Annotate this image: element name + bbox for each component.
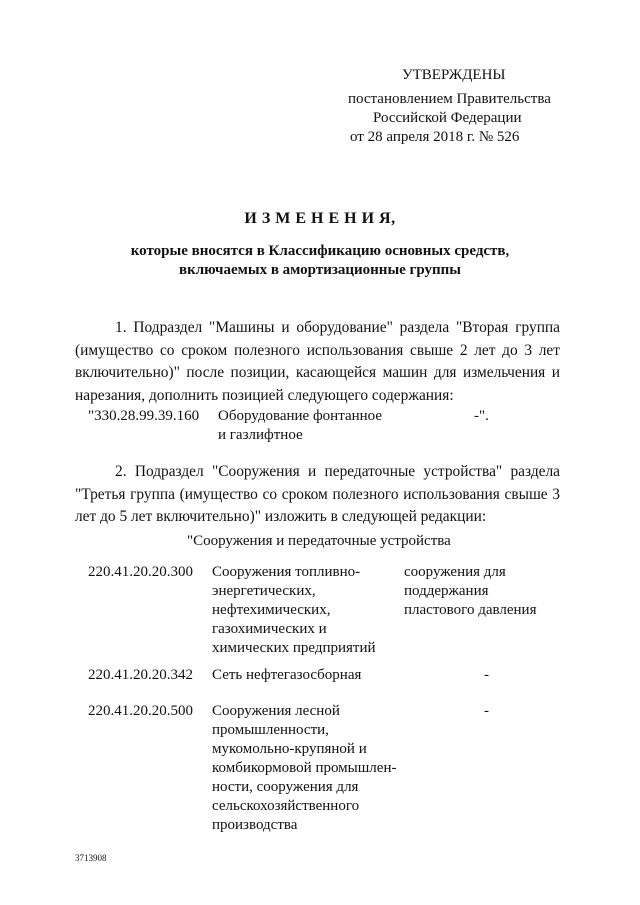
row-name [212, 563, 376, 658]
approval-line-2: Российской Федерации [373, 110, 522, 126]
row-name-line: ности, сооружения для [212, 779, 359, 795]
row-name-line: газохимических и [212, 621, 327, 637]
row-note-line: сооружения для [404, 564, 506, 580]
item-1-paragraph [75, 317, 560, 407]
approval-date-number: от 28 апреля 2018 г. № 526 [350, 129, 520, 145]
title-subtitle-line-2: включаемых в амортизационные группы [178, 262, 462, 278]
item-1-code: "330.28.99.39.160 [88, 408, 200, 424]
row-name-line: Сеть нефтегазосборная [212, 667, 362, 683]
row-name-line: энергетических, [212, 583, 316, 599]
row-note-line: - [484, 667, 489, 683]
row-note [484, 666, 489, 685]
row-name-line: сельскохозяйственного [212, 798, 360, 814]
row-note [404, 563, 536, 620]
row-name [212, 702, 396, 835]
row-note-line: поддержания [404, 583, 489, 599]
row-code: 220.41.20.20.342 [88, 667, 193, 683]
row-name-line: Сооружения топливно- [212, 564, 361, 580]
row-code: 220.41.20.20.300 [88, 564, 193, 580]
row-name-line: нефтехимических, [212, 602, 331, 618]
item-1-text: 1. Подраздел "Машины и оборудование" раздела "Вторая группа (имущество со сроком полезного использования свыше 2 лет до 3 лет включительно)" после позиции, касающейся машин для измельчения и нарезания, дополнить позицией следующего содержания: [75, 319, 560, 404]
row-code: 220.41.20.20.500 [88, 703, 193, 719]
title-subtitle-line-1: которые вносятся в Классификацию основных средств, [130, 243, 510, 259]
approval-heading: УТВЕРЖДЕНЫ [402, 67, 506, 83]
item-2-paragraph [75, 461, 560, 529]
row-note [484, 702, 489, 721]
row-note-line: - [484, 703, 489, 719]
item-2-text: 2. Подраздел "Сооружения и передаточные устройства" раздела "Третья группа (имущество со сроком полезного использования свыше 3 лет до 5 лет включительно)" изложить в следующей редакции: [75, 463, 560, 525]
row-name [212, 666, 361, 685]
section-heading: "Сооружения и передаточные устройства [187, 533, 451, 549]
document-number: 3713908 [75, 853, 107, 863]
row-name-line: производства [212, 817, 298, 833]
row-name-line: Сооружения лесной [212, 703, 340, 719]
document-title: И З М Е Н Е Н И Я, [244, 210, 396, 227]
row-name-line: комбикормовой промышлен- [212, 760, 397, 776]
item-1-name-line-2: и газлифтное [218, 427, 303, 443]
row-name-line: химических предприятий [212, 640, 376, 656]
approval-line-1: постановлением Правительства [348, 91, 551, 107]
item-1-name-line-1: Оборудование фонтанное [218, 408, 382, 424]
row-name-line: мукомольно-крупяной и [212, 741, 367, 757]
row-name-line: промышленности, [212, 722, 329, 738]
row-note-line: пластового давления [404, 602, 537, 618]
item-1-note: -". [474, 408, 489, 424]
